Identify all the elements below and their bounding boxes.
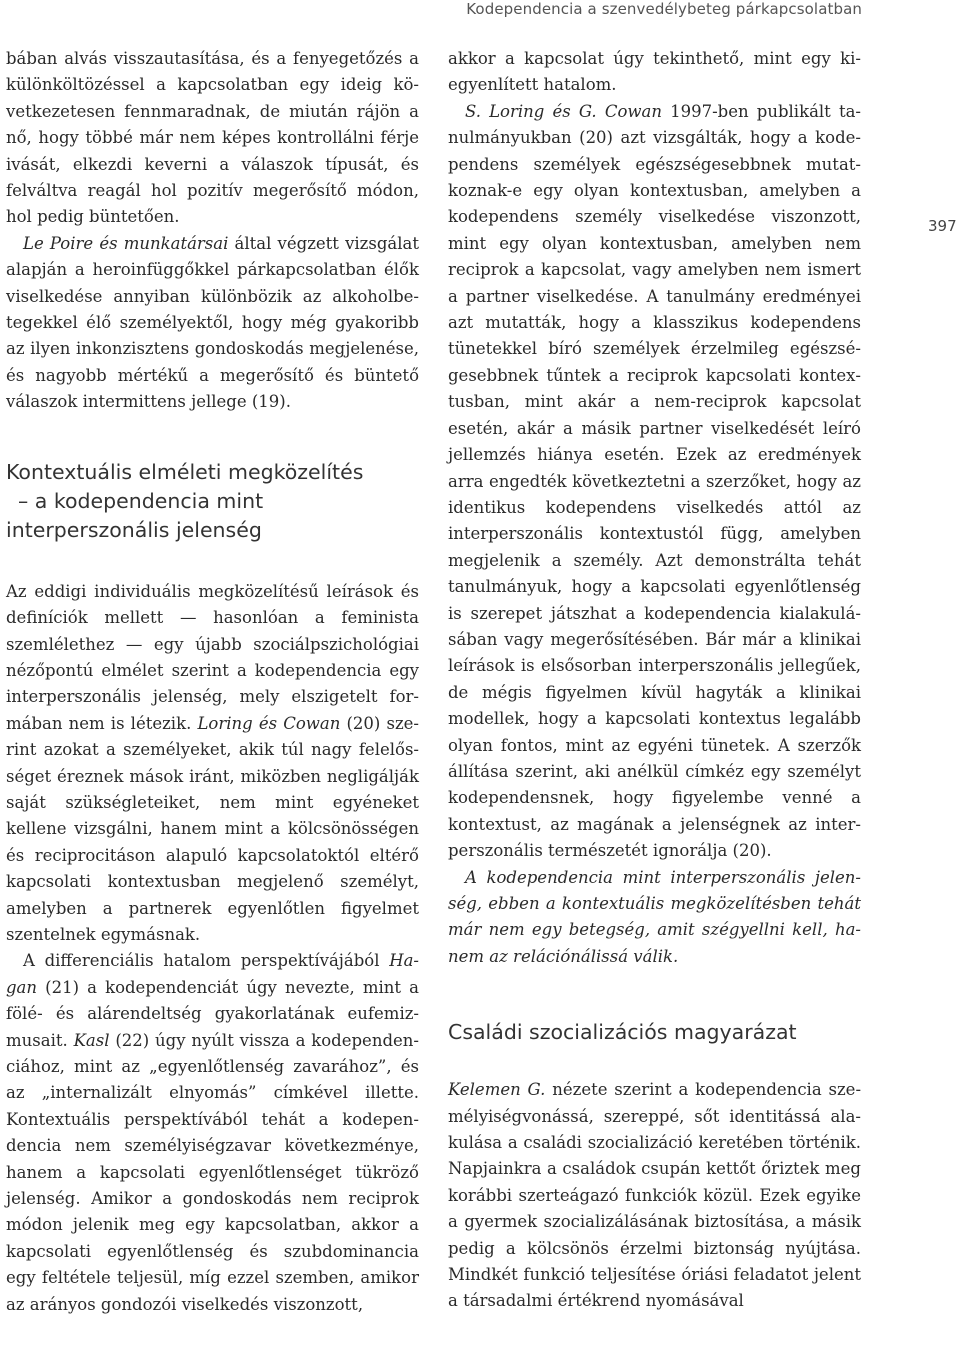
italic-text: A kodependencia mint interperszonális jelenség, ebben a kontextuális megközelítésben tehát már nem egy betegség, amit szégyellni kell, hanem az relációnálissá válik.: [448, 867, 861, 966]
author-citation: S. Loring és G. Cowan: [465, 101, 662, 121]
author-citation: Le Poire és munkatársai: [23, 233, 229, 253]
page-number: 397: [928, 217, 957, 235]
paragraph: [6, 579, 419, 949]
paragraph: akkor a kapcsolat úgy tekinthető, mint egy kiegyenlített hatalom.: [448, 49, 861, 95]
right-column: [448, 46, 861, 1315]
author-citation: Kelemen G.: [448, 1080, 546, 1100]
section-heading-contextual: [6, 458, 419, 545]
paragraph-text: 1997-ben publikált tanulmányukban (20) azt vizsgálták, hogy a kodependens személyek egészségesebbnek mutatkoznak-e egy olyan kontextusban, amelyben a kodependens személy viselkedése viszonzott, mint egy olyan kontextusban, amelyben nem reciprok a kapcsolat, vagy amelyben nem ismert a partner viselkedése. A tanulmány eredményei azt mutatták, hogy a klasszikus kodependens tünetekkel bíró személyek érzelmileg egészségesebbnek tűntek a reciprok kapcsolati kontextusban, mint akár a nem-reciprok kapcsolat esetén, akár a másik partner viselkedését leíró jellemzés hiánya esetén. Ezek az eredmények arra engedték következtetni a szerzőket, hogy az identikus kodependens viselkedés attól az interperszonális kontextustól függ, amelyben megjelenik a személy. Azt demonstrálta tehát tanulmányuk, hogy a kapcsolati egyenlőtlenség is szerepet játszhat a kodependencia kialakulásában vagy megerősítésében. Bár már a klinikai leírások is elsősorban interperszonális jellegűek, de mégis figyelmen kívül hagyták a klinikai modellek, hogy a kapcsolati kontextus legalább olyan fontos, mint az egyéni tünetek. A szerzők állítása szerint, aki anélkül címkéz egy személyt kodependensnek, hogy figyelembe venné a kontextust, az magának a jelenségnek az interperszonális természetét ignorálja (20).: [448, 101, 861, 861]
paragraph: [448, 99, 861, 865]
author-citation: Hagan: [6, 951, 419, 997]
paragraph: [6, 231, 419, 416]
paragraph: [6, 948, 419, 1318]
section-heading-family: Családi szocializációs magyarázat: [448, 1020, 797, 1045]
paragraph-text: (21) a kodependenciát úgy nevezte, mint a fölé- és alárendeltség gyakorlatának eufemizmusait.: [6, 977, 419, 1050]
paragraph-text: által végzett vizsgálat alapján a heroinfüggőkkel párkapcsolatban élők viselkedése annyiban különbözik az alkoholbetegekkel élő személyektől, hogy még gyakoribb az ilyen inkonzisztens gondoskodás megjelenése, és nagyobb mértékű a megerősítő és büntető válaszok intermittens jellege (19).: [6, 233, 419, 412]
heading-line: interperszonális jelenség: [6, 517, 262, 542]
paragraph-text: (22) úgy nyúlt vissza a kodependenciához, mint az „egyenlőtlenség zavarához”, és az „internalizált elnyomás” címkével illette. Kontextuális perspektívából tehát a kodependencia nem személyiségzavar következménye, hanem a kapcsolati egyenlőtlenséget tükröző jelenség. Amikor a gondoskodás nem reciprok módon jelenik meg egy kapcsolatban, akkor a kapcsolati egyenlőtlenség és szubdominancia egy feltétele teljesül, míg ezzel szemben, amikor az arányos gondozói viselkedés viszonzott,: [6, 1030, 419, 1314]
paragraph-italic-conclusion: [448, 865, 861, 971]
paragraph-text: Az eddigi individuális megközelítésű leírások és definíciók mellett — hasonlóan a feminista szemlélethez — egy újabb szociálpszichológiai nézőpontú elmélet szerint a kodependencia egy interperszonális jelenség, mely elszigetelt formában nem is létezik.: [6, 581, 419, 733]
paragraph-text: nézete szerint a kodependencia személyiségvonássá, szereppé, sőt identitássá alakulása a családi szocializáció keretében történik. Napjainkra a családok csupán kettőt őriztek meg korábbi szerteágazó funkciók közül. Ezek egyike a gyermek szocializálásának biztosítása, a másik pedig a kölcsönös érzelmi biztonság nyújtása. Mindkét funkció teljesítése óriási feladatot jelent a társadalmi értékrend nyomásával: [448, 1080, 862, 1311]
author-citation: Loring és Cowan: [197, 713, 341, 733]
heading-line: Kontextuális elméleti megközelítés: [6, 459, 364, 484]
paragraph-text: A differenciális hatalom perspektívájából: [23, 951, 390, 971]
running-head-title: Kodependencia a szenvedélybeteg párkapcsolatban: [466, 0, 862, 18]
left-column: [6, 46, 419, 1318]
paragraph-text: (20) szerint azokat a személyeket, akik túl nagy felelősséget éreznek mások iránt, miközben negligálják saját szükségleteiket, nem mint egyéneket kellene vizsgálni, hanem mint a kölcsönösségen és reciprocitáson alapuló kapcsolatoktól eltérő kapcsolati kontextusban megjelenő személyt, amelyben a partnerek egyenlőtlen figyelmet szentelnek egymásnak.: [6, 713, 419, 944]
heading-line: – a kodependencia mint: [18, 488, 264, 513]
author-citation: Kasl: [73, 1030, 110, 1050]
paragraph: [448, 1077, 861, 1315]
paragraph: bában alvás visszautasítása, és a fenyegetőzés a különköltözéssel a kapcsolatban egy ideig következetesen fennmaradnak, de miután rájön a nő, hogy többé már nem képes kontrollálni férje ivását, elkezdi keverni a válaszok típusát, és felváltva reagál hol pozitív megerősítő módon, hol pedig büntetően.: [6, 49, 419, 227]
